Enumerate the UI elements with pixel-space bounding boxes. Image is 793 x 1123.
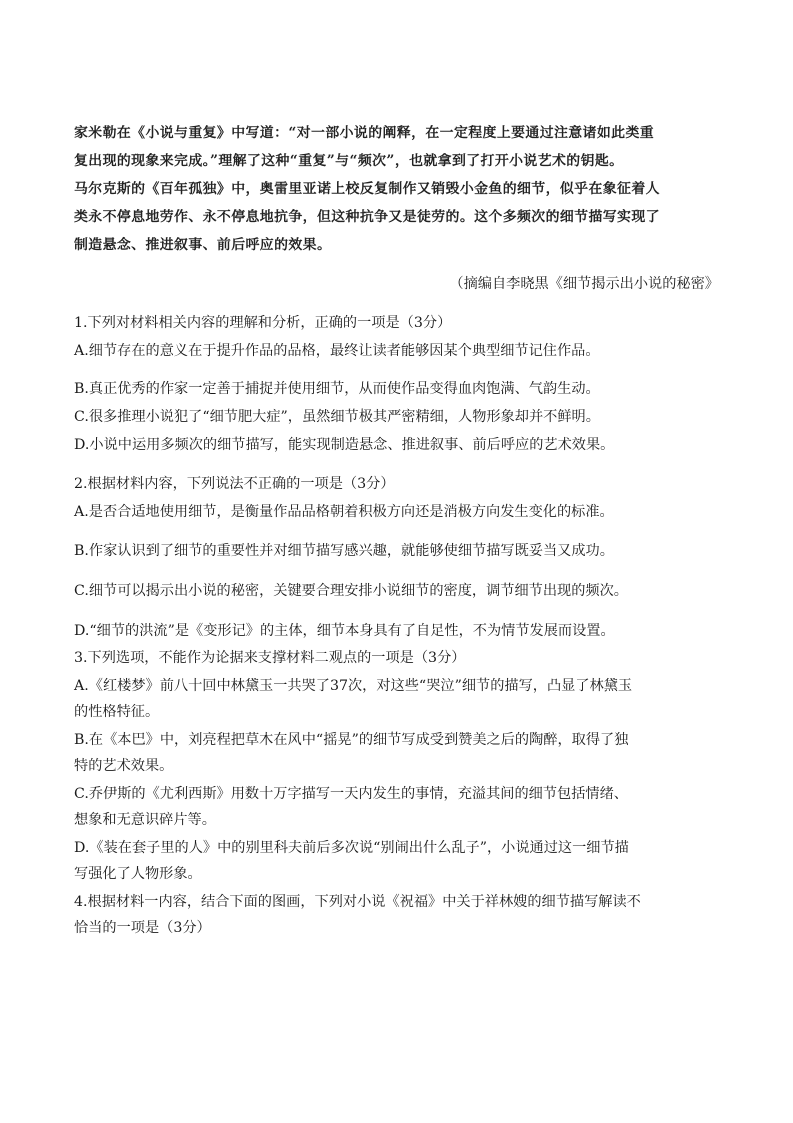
option-b: B.作家认识到了细节的重要性并对细节描写感兴趣，就能够使细节描写既妥当又成功。 (74, 543, 614, 559)
option-c: C.很多推理小说犯了“细节肥大症”，虽然细节极其严密精细，人物形象却并不鲜明。 (74, 409, 600, 425)
question-stem: 4.根据材料一内容，结合下面的图画，下列对小说《祝福》中关于祥林嫂的细节描写解读不 (74, 894, 641, 910)
passage-line: 马尔克斯的《百年孤独》中，奥雷里亚诺上校反复制作又销毁小金鱼的细节，似乎在象征着人 (74, 181, 660, 197)
option-a: A.是否合适地使用细节，是衡量作品品格朝着积极方向还是消极方向发生变化的标准。 (74, 504, 614, 520)
option-b: B.真正优秀的作家一定善于捕捉并使用细节，从而使作品变得血肉饱满、气韵生动。 (74, 381, 600, 397)
option-b: B.在《本巴》中，刘亮程把草木在风中“摇晃”的细节写成受到赞美之后的陶醉，取得了独 (74, 732, 629, 748)
option-c: C.乔伊斯的《尤利西斯》用数十万字描写一天内发生的事情，充溢其间的细节包括情绪、 (74, 786, 628, 802)
option-d-cont: 写强化了人物形象。 (74, 866, 202, 882)
passage-line: 家米勒在《小说与重复》中写道：“对一部小说的阐释，在一定程度上要通过注意诸如此类重 (74, 125, 655, 141)
passage-line: 类永不停息地劳作、永不停息地抗争，但这种抗争又是徒劳的。这个多频次的细节描写实现了 (74, 209, 660, 225)
question-stem: 3.下列选项，不能作为论据来支撑材料二观点的一项是（3分） (74, 650, 466, 666)
option-d: D.“细节的洪流”是《变形记》的主体，细节本身具有了自足性，不为情节发展而设置。 (74, 623, 615, 639)
option-d: D.小说中运用多频次的细节描写，能实现制造悬念、推进叙事、前后呼应的艺术效果。 (74, 437, 615, 453)
option-a: A.细节存在的意义在于提升作品的品格，最终让读者能够因某个典型细节记住作品。 (74, 343, 600, 359)
option-a: A.《红楼梦》前八十回中林黛玉一共哭了37次，对这些“哭泣”细节的描写，凸显了林黛玉 (74, 678, 633, 694)
option-b-cont: 特的艺术效果。 (74, 758, 174, 774)
option-c-cont: 想象和无意识碎片等。 (74, 812, 216, 828)
passage-line: 复出现的现象来完成。”理解了这种“重复”与“频次”，也就拿到了打开小说艺术的钥匙。 (74, 153, 624, 169)
question-stem-cont: 恰当的一项是（3分） (74, 920, 211, 936)
option-d: D.《装在套子里的人》中的别里科夫前后多次说“别闹出什么乱子”，小说通过这一细节描 (74, 840, 629, 856)
option-c: C.细节可以揭示出小说的秘密，关键要合理安排小说细节的密度，调节细节出现的频次。 (74, 583, 628, 599)
passage-line: 制造悬念、推进叙事、前后呼应的效果。 (74, 237, 332, 253)
question-stem: 1.下列对材料相关内容的理解和分析，正确的一项是（3分） (74, 315, 452, 331)
source-citation: （摘编自李晓黒《细节揭示出小说的秘密》 (449, 276, 719, 292)
question-stem: 2.根据材料内容，下列说法不正确的一项是（3分） (74, 476, 395, 492)
option-a-cont: 的性格特征。 (74, 704, 160, 720)
